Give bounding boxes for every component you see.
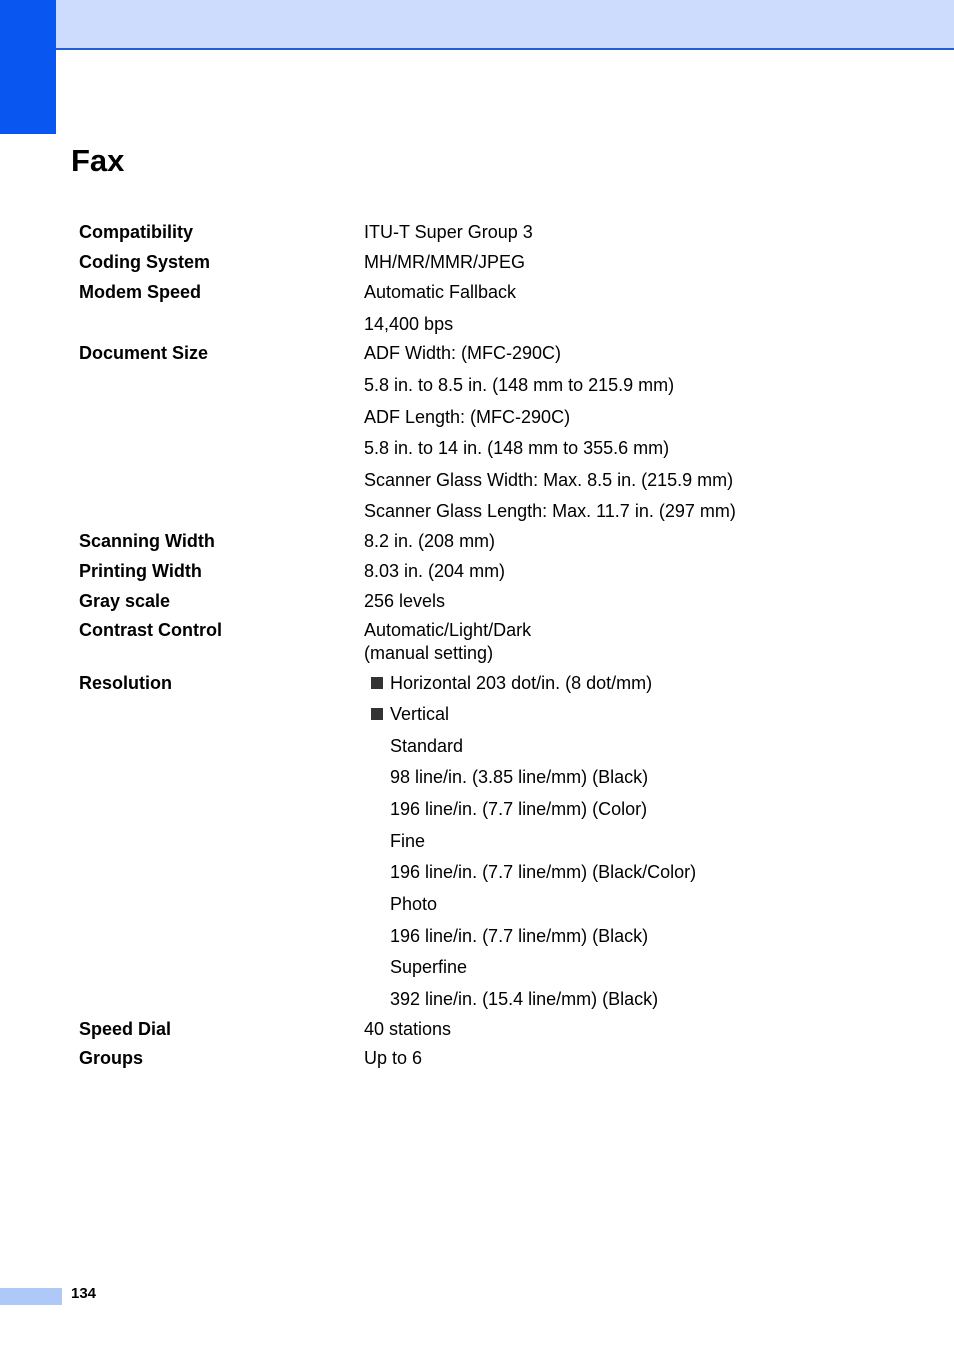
contrast-control-label: Contrast Control [79, 620, 222, 640]
resolution-line: Photo [390, 894, 438, 914]
coding-system-label: Coding System [79, 252, 211, 272]
resolution-line: Superfine [390, 957, 468, 977]
coding-system-value: MH/MR/MMR/JPEG [364, 252, 525, 272]
groups-value: Up to 6 [364, 1048, 423, 1068]
compatibility-label: Compatibility [79, 222, 194, 242]
resolution-line: 196 line/in. (7.7 line/mm) (Color) [390, 799, 648, 819]
page-number: 134 [71, 1285, 97, 1302]
resolution-label: Resolution [79, 673, 172, 693]
modem-speed-line: 14,400 bps [364, 314, 454, 334]
resolution-line: 196 line/in. (7.7 line/mm) (Black) [390, 926, 649, 946]
document-size-line: 5.8 in. to 8.5 in. (148 mm to 215.9 mm) [364, 375, 675, 395]
square-bullet-icon [371, 708, 383, 720]
resolution-line: 392 line/in. (15.4 line/mm) (Black) [390, 989, 659, 1009]
resolution-line: 98 line/in. (3.85 line/mm) (Black) [390, 767, 649, 787]
modem-speed-label: Modem Speed [79, 282, 202, 302]
document-size-line: ADF Width: (MFC-290C) [364, 343, 562, 363]
header-band [56, 0, 954, 50]
square-bullet-icon [371, 677, 383, 689]
chapter-tab [0, 0, 56, 134]
document-size-line: Scanner Glass Length: Max. 11.7 in. (297 mm) [364, 501, 736, 521]
speed-dial-label: Speed Dial [79, 1019, 172, 1039]
scanning-width-value: 8.2 in. (208 mm) [364, 531, 496, 551]
printing-width-label: Printing Width [79, 561, 202, 581]
footer-bar [0, 1288, 62, 1305]
gray-scale-value: 256 levels [364, 591, 446, 611]
contrast-control-line: (manual setting) [364, 643, 494, 663]
resolution-line: Standard [390, 736, 464, 756]
speed-dial-value: 40 stations [364, 1019, 452, 1039]
resolution-horizontal: Horizontal 203 dot/in. (8 dot/mm) [390, 673, 653, 693]
modem-speed-line: Automatic Fallback [364, 282, 517, 302]
document-size-line: ADF Length: (MFC-290C) [364, 407, 571, 427]
contrast-control-line: Automatic/Light/Dark [364, 620, 532, 640]
resolution-line: Fine [390, 831, 426, 851]
document-size-line: 5.8 in. to 14 in. (148 mm to 355.6 mm) [364, 438, 670, 458]
gray-scale-label: Gray scale [79, 591, 171, 611]
groups-label: Groups [79, 1048, 144, 1068]
resolution-line: 196 line/in. (7.7 line/mm) (Black/Color) [390, 862, 697, 882]
printing-width-value: 8.03 in. (204 mm) [364, 561, 506, 581]
scanning-width-label: Scanning Width [79, 531, 215, 551]
document-size-line: Scanner Glass Width: Max. 8.5 in. (215.9 mm) [364, 470, 734, 490]
resolution-vertical: Vertical [390, 704, 450, 724]
page-title: Fax [71, 143, 125, 178]
compatibility-value: ITU-T Super Group 3 [364, 222, 533, 242]
document-size-label: Document Size [79, 343, 209, 363]
